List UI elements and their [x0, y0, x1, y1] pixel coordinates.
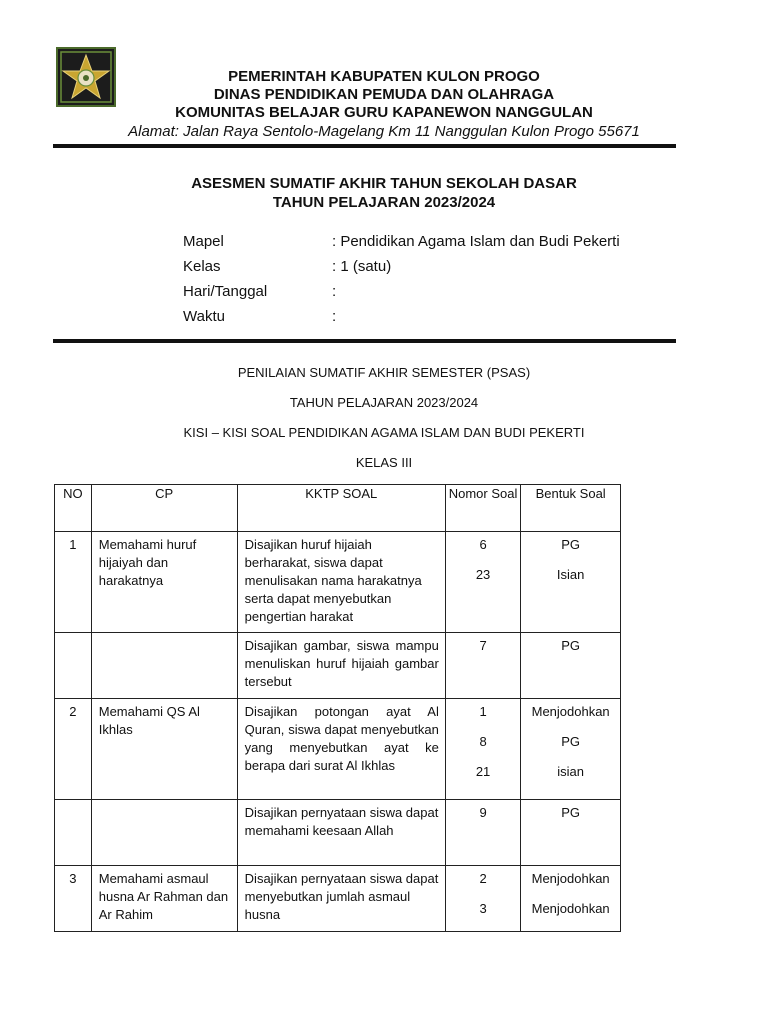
table-row — [55, 532, 621, 633]
row-no: 2 — [69, 704, 77, 719]
row-bentuk: isian — [557, 764, 585, 779]
header-divider — [53, 144, 676, 148]
letterhead-line-1: PEMERINTAH KABUPATEN KULON PROGO — [228, 68, 540, 85]
row-bentuk: PG — [561, 734, 581, 749]
header-cp: CP — [91, 485, 237, 532]
table-row — [55, 699, 621, 800]
meta-label-mapel: Mapel — [183, 233, 224, 250]
meta-value-mapel: : Pendidikan Agama Islam dan Budi Pekerti — [332, 233, 620, 250]
letterhead-line-2: DINAS PENDIDIKAN PEMUDA DAN OLAHRAGA — [213, 86, 555, 103]
row-cp: Memahami asmaul husna Ar Rahman dan Ar Rahim — [98, 871, 229, 922]
meta-label-waktu: Waktu — [183, 308, 225, 325]
row-cp — [92, 800, 237, 804]
table-header-row — [55, 485, 621, 532]
row-kktp: Disajikan pernyataan siswa dapat menyebutkan jumlah asmaul husna — [244, 871, 439, 922]
meta-label-hari-tanggal: Hari/Tanggal — [183, 283, 268, 300]
letterhead-line-3: KOMUNITAS BELAJAR GURU KAPANEWON NANGGULAN — [175, 104, 593, 121]
row-kktp: Disajikan gambar, siswa mampu menuliskan huruf hijaiah gambar tersebut — [244, 638, 439, 689]
header-no: NO — [55, 485, 92, 532]
table-row — [55, 633, 621, 699]
row-nomor: 7 — [479, 638, 487, 653]
row-bentuk: Isian — [556, 567, 585, 582]
section-heading-kelas: KELAS III — [355, 455, 413, 470]
row-nomor: 6 — [479, 537, 487, 552]
row-nomor: 8 — [479, 734, 487, 749]
table-row — [55, 866, 621, 932]
row-bentuk: PG — [561, 638, 581, 653]
section-heading-kisi: KISI – KISI SOAL PENDIDIKAN AGAMA ISLAM DAN BUDI PEKERTI — [183, 425, 585, 440]
section-heading-psas: PENILAIAN SUMATIF AKHIR SEMESTER (PSAS) — [237, 365, 531, 380]
row-nomor: 23 — [475, 567, 491, 582]
row-no — [55, 800, 91, 804]
exam-title: ASESMEN SUMATIF AKHIR TAHUN SEKOLAH DASAR — [191, 175, 577, 192]
header-kktp: KKTP SOAL — [237, 485, 445, 532]
row-kktp: Disajikan huruf hijaiah berharakat, siswa dapat menulisakan nama harakatnya serta dapat menyebutkan pengertian harakat — [244, 537, 422, 624]
row-bentuk: Menjodohkan — [531, 704, 610, 719]
row-bentuk: PG — [561, 537, 581, 552]
row-no: 1 — [69, 537, 77, 552]
letterhead-address: Alamat: Jalan Raya Sentolo-Magelang Km 11 Nanggulan Kulon Progo 55671 — [128, 123, 640, 140]
header-bentuk-soal: Bentuk Soal — [521, 485, 621, 532]
meta-value-kelas: : 1 (satu) — [332, 258, 392, 275]
row-no — [55, 633, 91, 637]
kisi-kisi-table — [54, 484, 621, 932]
row-cp: Memahami huruf hijaiyah dan harakatnya — [98, 537, 197, 588]
row-kktp: Disajikan pernyataan siswa dapat memahami keesaan Allah — [244, 805, 439, 838]
row-nomor: 21 — [475, 764, 491, 779]
meta-label-kelas: Kelas — [183, 258, 221, 275]
meta-divider — [53, 339, 676, 343]
exam-year: TAHUN PELAJARAN 2023/2024 — [272, 194, 496, 211]
table-row — [55, 800, 621, 866]
row-no: 3 — [69, 871, 77, 886]
row-bentuk: Menjodohkan — [531, 901, 610, 916]
row-cp: Memahami QS Al Ikhlas — [98, 704, 200, 737]
section-heading-year: TAHUN PELAJARAN 2023/2024 — [289, 395, 479, 410]
row-kktp: Disajikan potongan ayat Al Quran, siswa dapat menyebutkan yang menyebutkan ayat ke berapa dari surat Al Ikhlas — [244, 704, 439, 773]
row-nomor: 2 — [479, 871, 487, 886]
meta-value-waktu: : — [332, 308, 337, 325]
meta-value-hari-tanggal: : — [332, 283, 337, 300]
row-nomor: 3 — [479, 901, 487, 916]
header-nomor-soal: Nomor Soal — [445, 485, 520, 532]
row-nomor: 9 — [479, 805, 487, 820]
row-cp — [92, 633, 237, 637]
row-nomor: 1 — [479, 704, 487, 719]
row-bentuk: PG — [561, 805, 581, 820]
row-bentuk: Menjodohkan — [531, 871, 610, 886]
